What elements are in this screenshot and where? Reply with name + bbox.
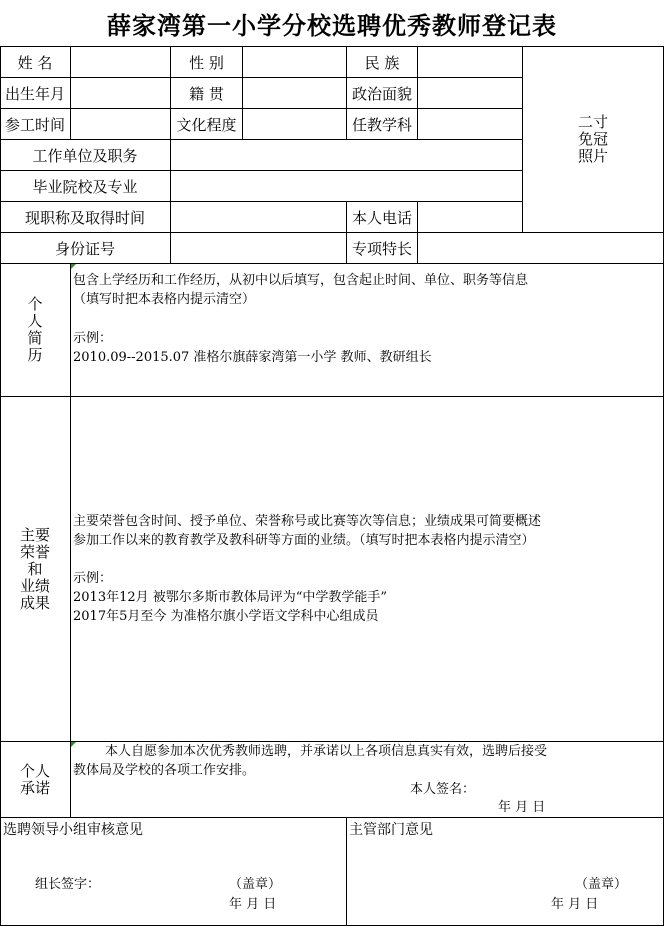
- honors-label-1: 主要: [19, 525, 50, 544]
- pledge-label: [0, 742, 70, 817]
- leader-seal: （盖章）: [229, 877, 282, 892]
- name-field[interactable]: [71, 47, 170, 77]
- birth-label: 出生年月: [4, 84, 65, 103]
- employer-field[interactable]: [171, 140, 522, 170]
- department-seal: （盖章）: [575, 877, 628, 892]
- leader-date: 年 月 日: [229, 897, 277, 912]
- photo-box[interactable]: [523, 47, 663, 232]
- honors-example-label: 示例：: [73, 571, 113, 586]
- phone-field[interactable]: [418, 202, 522, 232]
- education-label: 文化程度: [176, 115, 237, 134]
- honors-hint-2: 参加工作以来的教育教学及教科研等方面的业绩。（填写时把本表格内提示清空）: [73, 533, 535, 548]
- resume-hint-1: 包含上学经历和工作经历，从初中以后填写，包含起止时间、单位、职务等信息: [73, 273, 529, 288]
- pledge-date: 年 月 日: [498, 800, 546, 815]
- school-field[interactable]: [171, 171, 522, 201]
- department-date: 年 月 日: [551, 897, 599, 912]
- specialty-label: 专项特长: [351, 239, 412, 258]
- review-department-box[interactable]: [347, 818, 663, 925]
- subject-label: 任教学科: [351, 115, 412, 134]
- title-time-label: 现职称及取得时间: [24, 208, 145, 227]
- resume-label: [0, 264, 70, 396]
- resume-example-label: 示例：: [73, 331, 113, 346]
- gender-field[interactable]: [243, 47, 346, 77]
- education-field[interactable]: [243, 109, 346, 139]
- honors-label: [0, 397, 70, 741]
- phone-label: 本人电话: [351, 208, 412, 227]
- honors-label-2: 荣誉: [19, 542, 50, 561]
- photo-line-3: 照片: [577, 147, 608, 165]
- native-place-field[interactable]: [243, 78, 346, 108]
- honors-label-4: 业绩: [19, 576, 50, 595]
- birth-field[interactable]: [71, 78, 170, 108]
- pledge-label-2: 承诺: [19, 778, 50, 797]
- resume-label-1: 个: [27, 295, 43, 313]
- name-label: 姓 名: [17, 53, 53, 72]
- resume-label-3: 简: [27, 329, 43, 347]
- photo-line-2: 免冠: [577, 130, 608, 148]
- honors-label-3: 和: [27, 559, 43, 578]
- native-place-label: 籍 贯: [189, 84, 224, 103]
- pledge-box: [71, 742, 663, 817]
- honors-hint-1: 主要荣誉包含时间、授予单位、荣誉称号或比赛等次等信息；业绩成果可简要概述: [73, 514, 542, 529]
- ethnicity-field[interactable]: [418, 47, 522, 77]
- political-field[interactable]: [418, 78, 522, 108]
- political-label: 政治面貌: [351, 84, 412, 103]
- ethnicity-label: 民 族: [364, 53, 400, 72]
- pledge-label-1: 个人: [19, 761, 50, 780]
- honors-example-1: 2013年12月 被鄂尔多斯市教体局评为“中学教学能手”: [73, 590, 388, 605]
- title-time-field[interactable]: [171, 202, 346, 232]
- review-leader-title: 选聘领导小组审核意见: [3, 822, 143, 838]
- review-leader-box[interactable]: [1, 818, 346, 925]
- review-department-title: 主管部门意见: [349, 822, 433, 838]
- pledge-signature-label: 本人签名：: [410, 782, 476, 797]
- work-start-label: 参工时间: [4, 115, 65, 134]
- school-label: 毕业院校及专业: [32, 177, 138, 196]
- resume-hint-2: （填写时把本表格内提示清空）: [73, 292, 256, 307]
- gender-label: 性 别: [189, 53, 224, 72]
- specialty-field[interactable]: [418, 233, 663, 263]
- leader-sign-label: 组长签字：: [35, 877, 101, 892]
- id-number-label: 身份证号: [54, 239, 115, 258]
- honors-field[interactable]: [71, 397, 663, 741]
- pledge-text-1: 本人自愿参加本次优秀教师选聘，并承诺以上各项信息真实有效，选聘后接受: [105, 744, 548, 759]
- pledge-signature-field[interactable]: [482, 780, 582, 798]
- employer-label: 工作单位及职务: [32, 146, 138, 165]
- honors-example-2: 2017年5月至今 为准格尔旗小学语文学科中心组成员: [73, 609, 379, 624]
- id-number-field[interactable]: [171, 233, 346, 263]
- honors-label-5: 成果: [19, 593, 50, 612]
- photo-line-1: 二寸: [577, 113, 608, 131]
- work-start-field[interactable]: [71, 109, 170, 139]
- pledge-text-2: 教体局及学校的各项工作安排。: [73, 763, 256, 778]
- subject-field[interactable]: [418, 109, 522, 139]
- resume-field[interactable]: [71, 264, 663, 396]
- resume-example-1: 2010.09--2015.07 准格尔旗薛家湾第一小学 教师、教研组长: [73, 350, 432, 365]
- resume-label-4: 历: [27, 346, 43, 364]
- resume-label-2: 人: [27, 312, 43, 330]
- form-title: 薛家湾第一小学分校选聘优秀教师登记表: [107, 10, 557, 40]
